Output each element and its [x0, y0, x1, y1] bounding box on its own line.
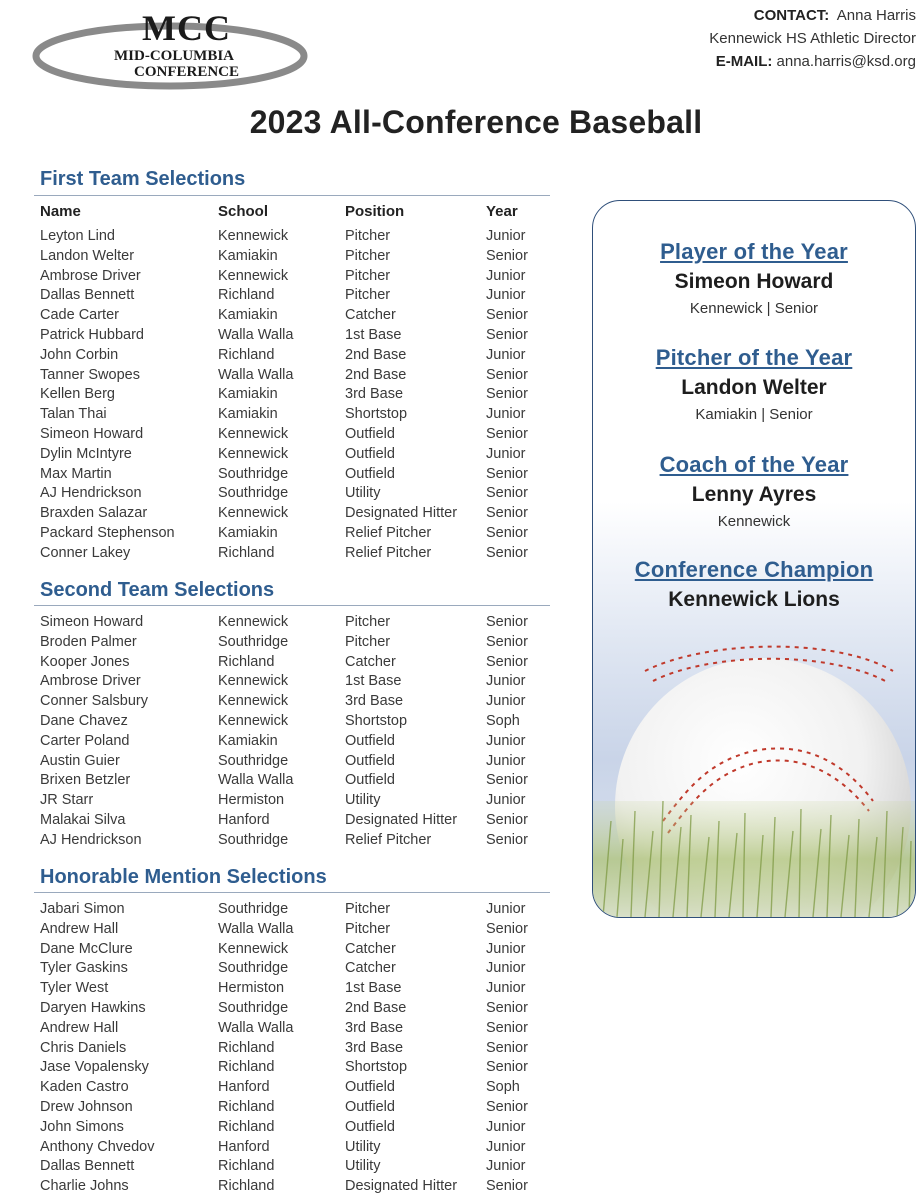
position-name: Outfield — [345, 425, 395, 442]
column-head-school: School — [218, 203, 269, 220]
position-name: 3rd Base — [345, 693, 404, 710]
class-year: Senior — [486, 465, 528, 482]
player-name: Landon Welter — [40, 247, 135, 264]
school-name: Southridge — [218, 465, 289, 482]
school-name: Richland — [218, 1098, 275, 1115]
player-name: Jabari Simon — [40, 901, 125, 917]
class-year: Junior — [486, 752, 526, 769]
table-row — [40, 1078, 550, 1098]
school-name: Richland — [218, 1039, 275, 1056]
player-name: John Corbin — [40, 346, 119, 363]
player-name: Andrew Hall — [40, 1019, 119, 1036]
class-year: Senior — [486, 485, 528, 502]
table-row — [40, 1157, 550, 1177]
table-row — [40, 1138, 550, 1158]
player-name: Anthony Chvedov — [40, 1138, 155, 1155]
school-name: Kennewick — [218, 614, 289, 630]
class-year: Junior — [486, 267, 526, 284]
mcc-logo — [30, 8, 310, 88]
position-name: Outfield — [345, 772, 395, 789]
table-row — [40, 385, 550, 405]
column-head-name: Name — [40, 203, 81, 220]
position-name: 2nd Base — [345, 366, 407, 383]
player-name: Conner Lakey — [40, 544, 131, 561]
table-row — [40, 811, 550, 831]
table-row — [40, 465, 550, 485]
position-name: 1st Base — [345, 673, 402, 690]
class-year: Junior — [486, 1138, 526, 1155]
honorable-table — [40, 900, 550, 1197]
school-name: Richland — [218, 653, 275, 670]
contact-block — [709, 4, 916, 73]
table-row — [40, 771, 550, 791]
class-year: Senior — [486, 425, 528, 442]
school-name: Southridge — [218, 485, 289, 502]
position-name: Shortstop — [345, 712, 408, 729]
class-year: Junior — [486, 960, 526, 977]
table-row — [40, 346, 550, 366]
school-name: Hanford — [218, 1138, 270, 1155]
player-name: Kooper Jones — [40, 653, 130, 670]
player-name: Andrew Hall — [40, 920, 119, 937]
school-name: Hermiston — [218, 980, 285, 997]
school-name: Kamiakin — [218, 406, 278, 423]
honorable-divider — [34, 892, 550, 893]
contact-name: Anna Harris — [836, 7, 916, 24]
school-name: Kennewick — [218, 267, 289, 284]
class-year: Junior — [486, 228, 526, 244]
class-year: Junior — [486, 980, 526, 997]
class-year: Junior — [486, 792, 526, 809]
table-row — [40, 286, 550, 306]
table-row — [40, 504, 550, 524]
position-name: 1st Base — [345, 980, 402, 997]
player-of-year-title: Player of the Year — [660, 239, 848, 264]
pitcher-of-year-detail: Kamiakin | Senior — [695, 406, 813, 423]
player-name: Dallas Bennett — [40, 1158, 135, 1175]
school-name: Kamiakin — [218, 386, 278, 403]
table-row — [40, 484, 550, 504]
position-name: Utility — [345, 792, 381, 809]
player-name: Kaden Castro — [40, 1079, 129, 1096]
class-year: Senior — [486, 524, 528, 541]
class-year: Junior — [486, 406, 526, 423]
awards-panel — [592, 200, 916, 918]
player-name: Simeon Howard — [40, 614, 144, 630]
player-name: Dane Chavez — [40, 712, 128, 729]
school-name: Walla Walla — [218, 920, 294, 937]
position-name: Outfield — [345, 445, 395, 462]
table-row — [40, 999, 550, 1019]
position-name: Pitcher — [345, 920, 391, 937]
school-name: Southridge — [218, 752, 289, 769]
school-name: Southridge — [218, 901, 289, 917]
table-row — [40, 544, 550, 564]
player-name: Simeon Howard — [40, 425, 144, 442]
player-name: Tanner Swopes — [40, 366, 140, 383]
school-name: Kennewick — [218, 673, 289, 690]
position-name: 2nd Base — [345, 999, 407, 1016]
position-name: 3rd Base — [345, 1039, 404, 1056]
class-year: Senior — [486, 831, 528, 848]
school-name: Kennewick — [218, 940, 289, 957]
table-row — [40, 326, 550, 346]
table-row — [40, 752, 550, 772]
class-year: Senior — [486, 544, 528, 561]
player-name: Brixen Betzler — [40, 772, 131, 789]
class-year: Senior — [486, 999, 528, 1016]
position-name: 3rd Base — [345, 386, 404, 403]
player-name: Dylin McIntyre — [40, 445, 132, 462]
player-name: JR Starr — [40, 792, 94, 809]
position-name: Relief Pitcher — [345, 524, 432, 541]
second-team-divider — [34, 605, 550, 606]
class-year: Senior — [486, 1019, 528, 1036]
honorable-heading: Honorable Mention Selections — [40, 866, 327, 888]
class-year: Soph — [486, 1079, 520, 1096]
coach-of-year-title: Coach of the Year — [659, 452, 849, 477]
class-year: Senior — [486, 326, 528, 343]
logo-line1: MID-COLUMBIA — [114, 48, 234, 64]
school-name: Kamiakin — [218, 732, 278, 749]
table-row — [40, 653, 550, 673]
player-name: Cade Carter — [40, 307, 119, 324]
player-name: Ambrose Driver — [40, 673, 141, 690]
player-name: Patrick Hubbard — [40, 326, 144, 343]
school-name: Kennewick — [218, 712, 289, 729]
table-row — [40, 979, 550, 999]
position-name: Relief Pitcher — [345, 831, 432, 848]
player-name: Daryen Hawkins — [40, 999, 146, 1016]
player-name: Braxden Salazar — [40, 505, 148, 522]
player-name: Austin Guier — [40, 752, 120, 769]
class-year: Junior — [486, 693, 526, 710]
school-name: Kamiakin — [218, 307, 278, 324]
class-year: Senior — [486, 386, 528, 403]
contact-role: Kennewick HS Athletic Director — [709, 30, 916, 47]
pitcher-of-year-title: Pitcher of the Year — [655, 345, 853, 370]
position-name: 3rd Base — [345, 1019, 404, 1036]
class-year: Junior — [486, 445, 526, 462]
school-name: Richland — [218, 1158, 275, 1175]
position-name: Catcher — [345, 307, 396, 324]
class-year: Junior — [486, 1158, 526, 1175]
class-year: Senior — [486, 1098, 528, 1115]
player-name: AJ Hendrickson — [40, 485, 142, 502]
player-name: Packard Stephenson — [40, 524, 175, 541]
table-row — [40, 831, 550, 851]
position-name: Outfield — [345, 732, 395, 749]
class-year: Senior — [486, 505, 528, 522]
table-row — [40, 405, 550, 425]
player-name: John Simons — [40, 1118, 124, 1135]
school-name: Kennewick — [218, 425, 289, 442]
page-title: 2023 All-Conference Baseball — [249, 104, 703, 140]
player-name: Talan Thai — [40, 406, 107, 423]
player-of-year — [593, 239, 915, 317]
table-row — [40, 1058, 550, 1078]
player-name: Leyton Lind — [40, 228, 115, 244]
logo-line2: CONFERENCE — [134, 64, 240, 80]
class-year: Senior — [486, 920, 528, 937]
school-name: Kennewick — [218, 445, 289, 462]
table-row — [40, 692, 550, 712]
position-name: Pitcher — [345, 287, 391, 304]
school-name: Hermiston — [218, 792, 285, 809]
pitcher-of-year-name: Landon Welter — [681, 376, 827, 399]
position-name: Shortstop — [345, 406, 408, 423]
class-year: Senior — [486, 366, 528, 383]
school-name: Southridge — [218, 999, 289, 1016]
table-row — [40, 1039, 550, 1059]
table-row — [40, 227, 550, 247]
table-row — [40, 940, 550, 960]
position-name: 2nd Base — [345, 346, 407, 363]
class-year: Junior — [486, 940, 526, 957]
school-name: Kamiakin — [218, 247, 278, 264]
pitcher-of-year — [593, 345, 915, 423]
class-year: Senior — [486, 1178, 528, 1195]
class-year: Junior — [486, 1118, 526, 1135]
table-row — [40, 1098, 550, 1118]
class-year: Senior — [486, 1039, 528, 1056]
school-name: Southridge — [218, 831, 289, 848]
player-name: Tyler West — [40, 980, 109, 997]
contact-email[interactable]: anna.harris@ksd.org — [776, 53, 916, 70]
position-name: Relief Pitcher — [345, 544, 432, 561]
position-name: Utility — [345, 1138, 381, 1155]
class-year: Senior — [486, 653, 528, 670]
school-name: Kennewick — [218, 505, 289, 522]
table-row — [40, 306, 550, 326]
class-year: Junior — [486, 673, 526, 690]
table-row — [40, 633, 550, 653]
school-name: Richland — [218, 287, 275, 304]
school-name: Kamiakin — [218, 524, 278, 541]
position-name: Designated Hitter — [345, 505, 458, 522]
table-row — [40, 791, 550, 811]
coach-of-year-name: Lenny Ayres — [691, 483, 817, 506]
position-name: Utility — [345, 1158, 381, 1175]
school-name: Walla Walla — [218, 772, 294, 789]
player-of-year-name: Simeon Howard — [674, 270, 834, 293]
contact-label: CONTACT: — [753, 7, 830, 24]
player-name: Broden Palmer — [40, 633, 137, 650]
column-head-position: Position — [345, 203, 405, 220]
conference-champion — [593, 557, 915, 612]
class-year: Junior — [486, 901, 526, 917]
position-name: Designated Hitter — [345, 1178, 458, 1195]
school-name: Richland — [218, 346, 275, 363]
position-name: Catcher — [345, 940, 396, 957]
class-year: Senior — [486, 633, 528, 650]
conference-champion-title: Conference Champion — [634, 557, 874, 582]
player-name: Carter Poland — [40, 732, 130, 749]
email-label: E-MAIL: — [715, 53, 773, 70]
player-name: Drew Johnson — [40, 1098, 133, 1115]
position-name: Outfield — [345, 1118, 395, 1135]
position-name: Catcher — [345, 653, 396, 670]
table-row — [40, 267, 550, 287]
position-name: Utility — [345, 485, 381, 502]
school-name: Walla Walla — [218, 326, 294, 343]
table-row — [40, 712, 550, 732]
player-name: Dallas Bennett — [40, 287, 135, 304]
table-row — [40, 524, 550, 544]
first-team-divider — [34, 195, 550, 196]
class-year: Soph — [486, 712, 520, 729]
school-name: Richland — [218, 1059, 275, 1076]
table-row — [40, 445, 550, 465]
player-name: Charlie Johns — [40, 1178, 129, 1195]
class-year: Senior — [486, 1059, 528, 1076]
baseball-grass-icon — [593, 601, 915, 917]
table-row — [40, 613, 550, 633]
table-row — [40, 672, 550, 692]
table-row — [40, 247, 550, 267]
player-name: Jase Vopalensky — [40, 1059, 149, 1076]
table-row — [40, 959, 550, 979]
first-team-table — [40, 227, 550, 564]
position-name: Pitcher — [345, 614, 391, 630]
position-name: 1st Base — [345, 326, 402, 343]
table-row — [40, 732, 550, 752]
first-team-heading: First Team Selections — [40, 168, 246, 190]
conference-champion-name: Kennewick Lions — [668, 588, 840, 611]
position-name: Pitcher — [345, 247, 391, 264]
position-name: Shortstop — [345, 1059, 408, 1076]
position-name: Catcher — [345, 960, 396, 977]
player-name: Tyler Gaskins — [40, 960, 128, 977]
table-row — [40, 1177, 550, 1197]
player-of-year-detail: Kennewick | Senior — [689, 300, 819, 317]
table-row — [40, 366, 550, 386]
school-name: Richland — [218, 544, 275, 561]
table-row — [40, 1118, 550, 1138]
player-name: Max Martin — [40, 465, 112, 482]
player-name: Conner Salsbury — [40, 693, 148, 710]
position-name: Outfield — [345, 1079, 395, 1096]
position-name: Pitcher — [345, 267, 391, 284]
position-name: Pitcher — [345, 228, 391, 244]
class-year: Senior — [486, 772, 528, 789]
table-row — [40, 920, 550, 940]
class-year: Junior — [486, 732, 526, 749]
class-year: Senior — [486, 614, 528, 630]
school-name: Hanford — [218, 811, 270, 828]
school-name: Kennewick — [218, 228, 289, 244]
position-name: Outfield — [345, 465, 395, 482]
school-name: Southridge — [218, 960, 289, 977]
logo-abbr: MCC — [142, 8, 231, 48]
player-name: Chris Daniels — [40, 1039, 127, 1056]
position-name: Designated Hitter — [345, 811, 458, 828]
position-name: Pitcher — [345, 633, 391, 650]
player-name: Ambrose Driver — [40, 267, 141, 284]
table-row — [40, 1019, 550, 1039]
school-name: Richland — [218, 1118, 275, 1135]
position-name: Outfield — [345, 1098, 395, 1115]
player-name: AJ Hendrickson — [40, 831, 142, 848]
second-team-table — [40, 613, 550, 851]
player-name: Malakai Silva — [40, 811, 126, 828]
school-name: Kennewick — [218, 693, 289, 710]
column-head-year: Year — [486, 203, 518, 220]
player-name: Dane McClure — [40, 940, 133, 957]
school-name: Walla Walla — [218, 1019, 294, 1036]
table-row — [40, 900, 550, 920]
coach-of-year-detail: Kennewick — [717, 513, 791, 530]
table-row — [40, 425, 550, 445]
class-year: Senior — [486, 307, 528, 324]
school-name: Richland — [218, 1178, 275, 1195]
class-year: Junior — [486, 346, 526, 363]
school-name: Walla Walla — [218, 366, 294, 383]
second-team-heading: Second Team Selections — [40, 579, 275, 601]
school-name: Southridge — [218, 633, 289, 650]
coach-of-year — [593, 452, 915, 530]
class-year: Junior — [486, 287, 526, 304]
class-year: Senior — [486, 811, 528, 828]
position-name: Outfield — [345, 752, 395, 769]
class-year: Senior — [486, 247, 528, 264]
school-name: Hanford — [218, 1079, 270, 1096]
player-name: Kellen Berg — [40, 386, 115, 403]
position-name: Pitcher — [345, 901, 391, 917]
